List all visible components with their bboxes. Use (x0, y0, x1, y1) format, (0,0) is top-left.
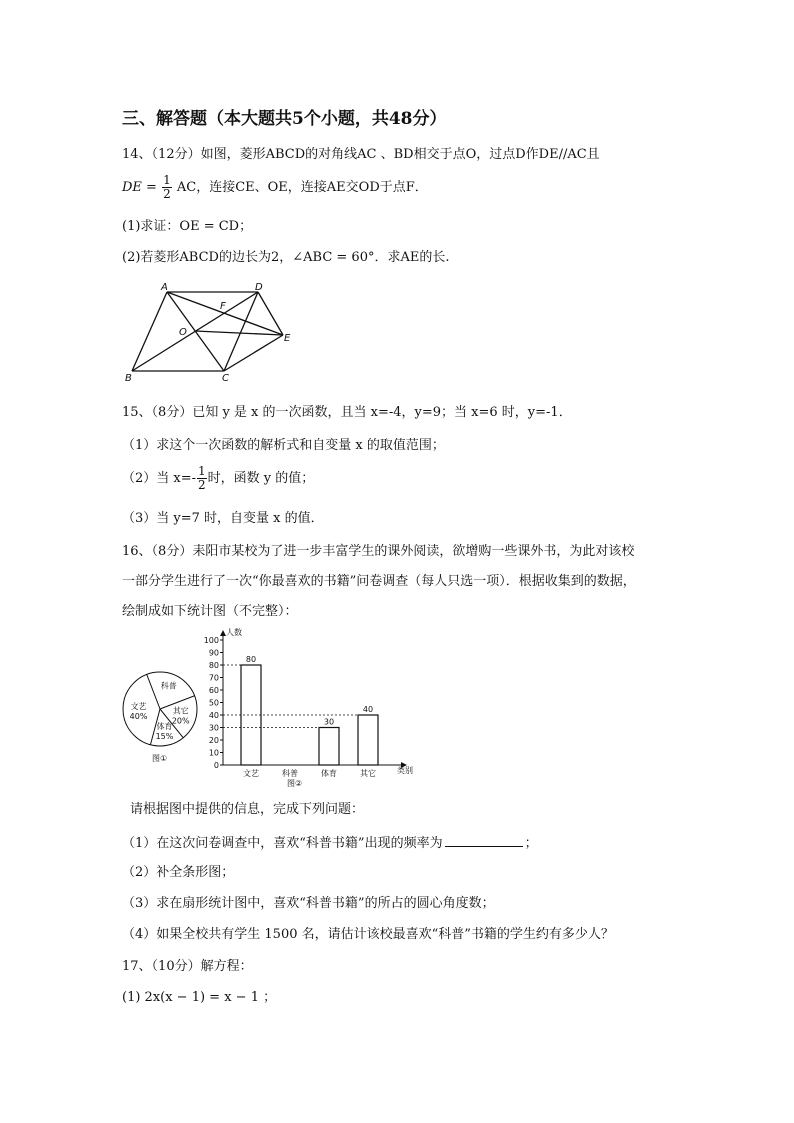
pie-percent: 15% (155, 731, 174, 741)
q16-part1 (122, 834, 538, 853)
edge-ab (132, 292, 167, 371)
pie-percent: 40% (129, 712, 148, 722)
y-tick-label: 0 (213, 761, 219, 770)
bar-caption: 图② (287, 779, 303, 788)
edge-cd (224, 292, 258, 371)
pie-label: 科普 (160, 681, 177, 691)
q16-part3: （3）求在扇形统计图中，喜欢“科普书籍”的所占的圆心角度数； (122, 896, 495, 911)
pie-caption: 图① (152, 754, 168, 763)
q15-part2 (122, 465, 314, 492)
bar (319, 728, 339, 766)
q15-frac-num: 1 (198, 464, 206, 478)
q14-line1: 14、（12分）如图，菱形ABCD的对角线AC 、BD相交于点O，过点D作DE//AC且 (122, 147, 600, 162)
pie-label: 体育 (156, 721, 173, 731)
label-o: O (179, 327, 187, 338)
pie-percent: 20% (171, 716, 190, 726)
segment-oe (195, 331, 283, 335)
q16-part1-post: ； (524, 836, 538, 851)
q16-part1-pre: （1）在这次问卷调查中，喜欢“科普书籍”出现的频率为 (122, 836, 443, 851)
y-tick-label: 70 (208, 673, 219, 683)
label-e: E (284, 333, 291, 344)
answer-blank[interactable] (445, 834, 523, 847)
bar-category-label: 科普 (282, 769, 298, 778)
bar-category-label: 体育 (321, 769, 337, 778)
bar (358, 715, 378, 765)
bar-value-label: 30 (323, 717, 335, 727)
bar-ylabel: 人数 (226, 628, 242, 637)
section-title: 三、解答题（本大题共5个小题，共48分） (122, 109, 447, 129)
q15-part2-post: 时，函数 y 的值； (207, 471, 315, 486)
q15-fraction (197, 465, 207, 492)
q15-line1: 15、（8分）已知 y 是 x 的一次函数，且当 x=-4，y=9；当 x=6 时，y=-1． (122, 405, 572, 420)
q14-part1: (1)求证：OE = CD； (122, 219, 253, 234)
q14-frac-num: 1 (163, 173, 171, 187)
bar-chart (190, 625, 420, 790)
y-tick-label: 10 (208, 748, 219, 758)
segment-de (258, 292, 283, 335)
bar-category-label: 其它 (360, 769, 376, 778)
q16-line1: 16、（8分）耒阳市某校为了进一步丰富学生的课外阅读，欲增购一些课外书，为此对该校 (122, 544, 635, 559)
label-b: B (125, 373, 132, 384)
q14-fraction (162, 174, 172, 201)
bar-value-label: 80 (245, 655, 257, 664)
label-f: F (220, 301, 226, 312)
bar-value-label: 40 (362, 705, 374, 714)
q14-line2 (122, 174, 428, 201)
q15-part2-pre: （2）当 x=- (122, 471, 197, 486)
q16-part2: （2）补全条形图； (122, 865, 235, 880)
y-tick-label: 50 (208, 698, 219, 708)
pie-label: 其它 (172, 706, 189, 716)
q16-line3: 绘制成如下统计图（不完整）： (122, 604, 298, 619)
q16-after: 请根据图中提供的信息，完成下列问题： (130, 802, 365, 817)
y-tick-label: 80 (208, 661, 219, 670)
y-tick-label: 100 (203, 636, 219, 645)
q14-line2-rest: AC，连接CE、OE，连接AE交OD于点F． (176, 180, 428, 195)
q16-part4: （4）如果全校共有学生 1500 名，请估计该校最喜欢“科普”书籍的学生约有多少人？ (122, 927, 614, 942)
y-tick-label: 20 (208, 736, 219, 745)
q15-part1: （1）求这个一次函数的解析式和自变量 x 的取值范围； (122, 438, 445, 453)
label-a: A (161, 282, 168, 293)
segment-ce (224, 335, 283, 371)
y-tick-label: 90 (208, 648, 219, 658)
y-tick-label: 40 (208, 711, 219, 720)
q15-frac-den: 2 (198, 478, 206, 492)
q14-frac-den: 2 (163, 187, 171, 201)
bar-xlabel: 类别 (397, 766, 413, 775)
rhombus-figure (120, 280, 300, 385)
y-tick-label: 30 (208, 723, 219, 733)
label-d: D (255, 282, 263, 293)
pie-label: 文艺 (130, 702, 147, 712)
q14-de: DE = (122, 180, 157, 195)
q16-line2: 一部分学生进行了一次“你最喜欢的书籍”问卷调查（每人只选一项）．根据收集到的数据， (122, 574, 636, 589)
bar-category-label: 文艺 (243, 769, 259, 778)
q17-line1: 17、（10分）解方程： (122, 959, 253, 974)
q14-part2: (2)若菱形ABCD的边长为2，∠ABC = 60°．求AE的长. (122, 250, 450, 265)
label-c: C (222, 373, 229, 384)
q15-part3: （3）当 y=7 时，自变量 x 的值． (122, 511, 324, 526)
q17-part1: (1) 2x(x − 1) = x − 1 ； (122, 990, 277, 1005)
y-tick-label: 60 (208, 686, 219, 695)
